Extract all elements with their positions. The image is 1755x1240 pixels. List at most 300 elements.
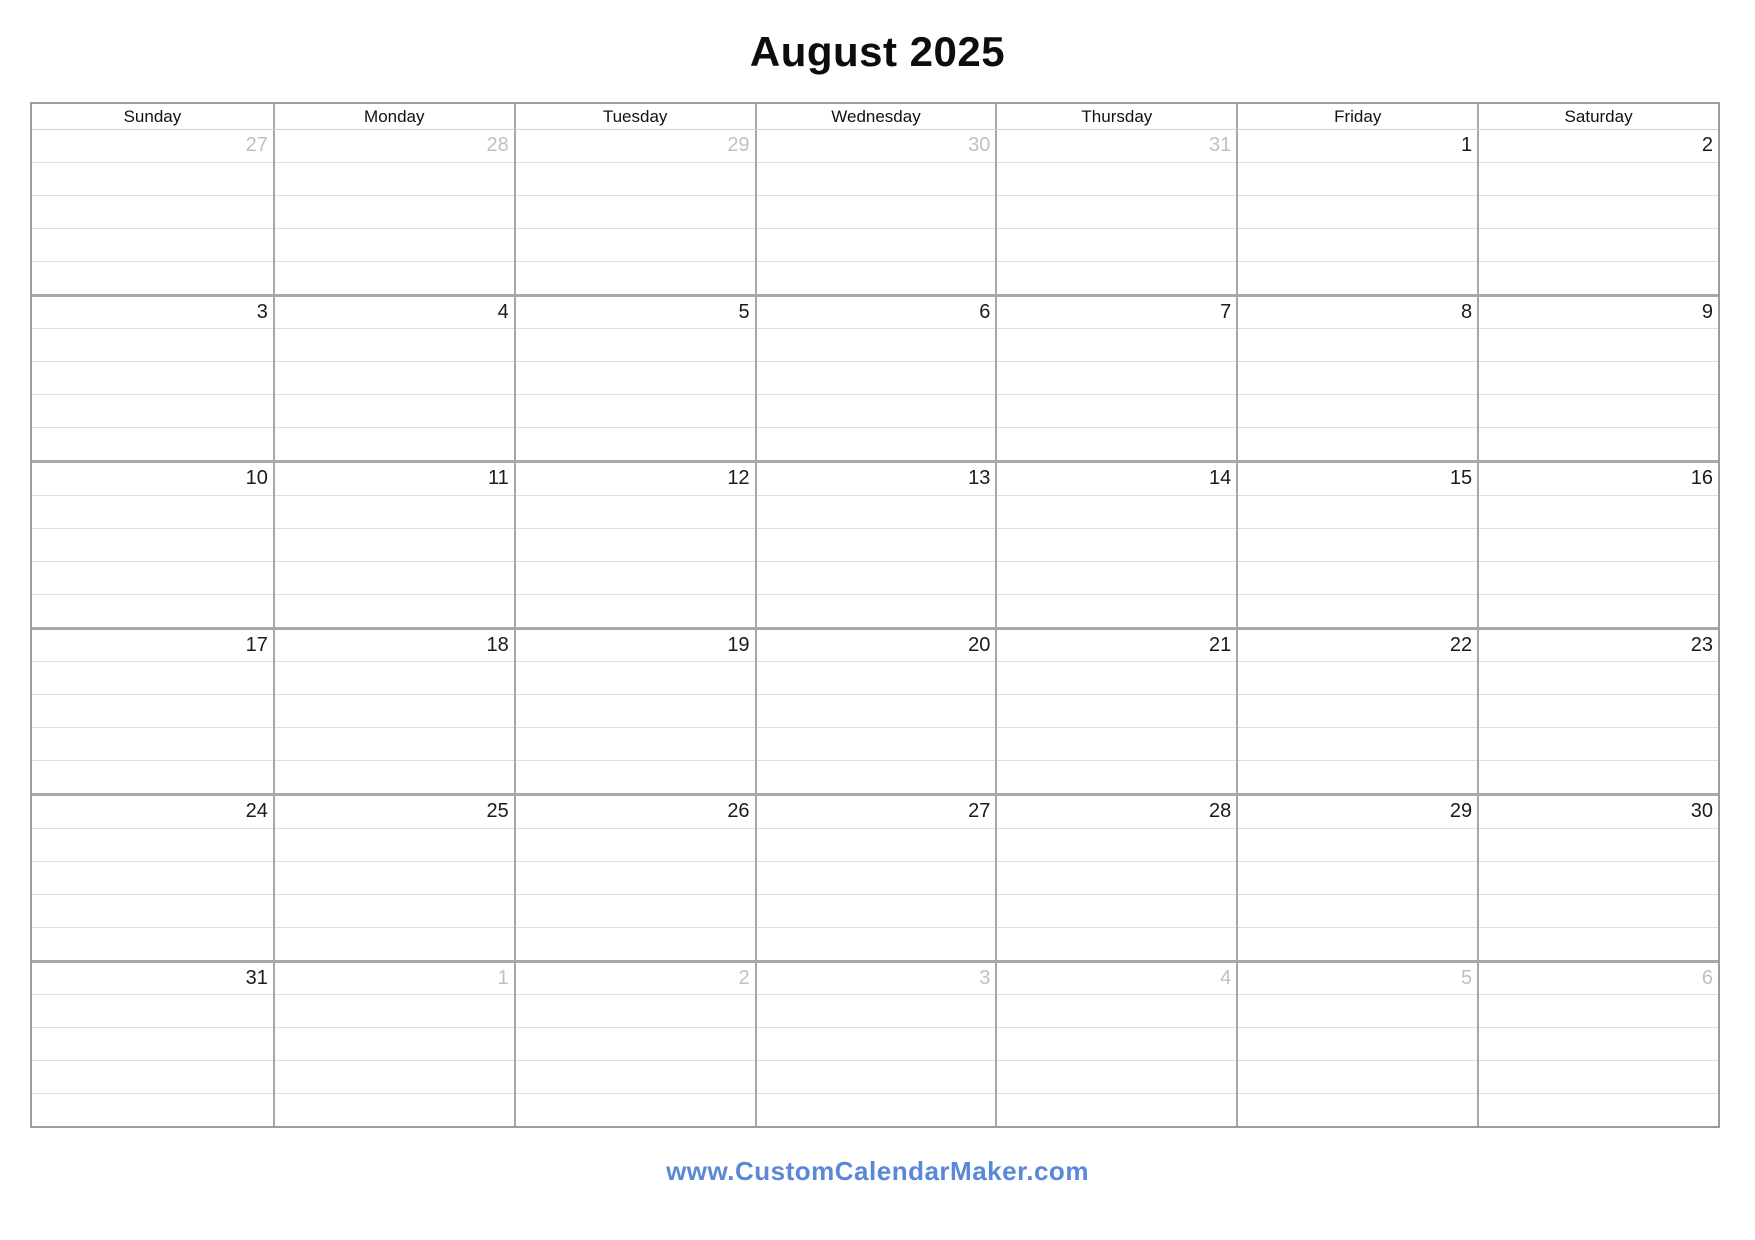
date-number: 10 — [245, 467, 268, 490]
ruled-line — [997, 661, 1236, 694]
ruled-line — [757, 495, 996, 528]
date-number: 23 — [1690, 633, 1713, 656]
day-cell — [755, 963, 996, 1127]
ruled-line — [757, 328, 996, 361]
ruled-line — [997, 495, 1236, 528]
day-cell — [1236, 796, 1477, 960]
ruled-line — [997, 1093, 1236, 1126]
ruled-line — [1479, 894, 1718, 927]
ruled-line — [997, 727, 1236, 760]
ruled-line — [1238, 162, 1477, 195]
week-row — [32, 460, 1718, 627]
ruled-line — [32, 261, 273, 294]
date-number: 19 — [727, 633, 750, 656]
ruled-line — [1238, 261, 1477, 294]
day-cell — [273, 963, 514, 1127]
ruled-line — [757, 894, 996, 927]
date-line — [275, 130, 514, 162]
ruled-line — [997, 427, 1236, 460]
date-line — [1479, 963, 1718, 995]
ruled-line — [1479, 228, 1718, 261]
ruled-line — [757, 828, 996, 861]
date-number: 9 — [1701, 300, 1713, 323]
date-number: 11 — [487, 467, 509, 490]
day-cell — [995, 297, 1236, 461]
date-number: 3 — [256, 300, 268, 323]
ruled-line — [757, 1027, 996, 1060]
calendar-grid — [30, 102, 1720, 1128]
day-cell — [514, 630, 755, 794]
ruled-line — [1238, 1027, 1477, 1060]
date-number: 20 — [968, 633, 991, 656]
ruled-line — [32, 727, 273, 760]
day-cell — [1477, 963, 1718, 1127]
ruled-line — [275, 162, 514, 195]
date-number: 6 — [979, 300, 991, 323]
date-number: 7 — [1220, 300, 1232, 323]
day-cell — [755, 463, 996, 627]
day-cell — [1236, 963, 1477, 1127]
ruled-line — [757, 861, 996, 894]
ruled-line — [997, 1027, 1236, 1060]
date-line — [1479, 130, 1718, 162]
ruled-line — [1479, 861, 1718, 894]
week-row — [32, 294, 1718, 461]
date-number: 21 — [1209, 633, 1232, 656]
date-number: 30 — [968, 134, 991, 157]
date-line — [32, 297, 273, 329]
date-line — [997, 630, 1236, 662]
day-cell — [273, 297, 514, 461]
ruled-line — [997, 894, 1236, 927]
ruled-line — [1238, 727, 1477, 760]
day-cell — [755, 796, 996, 960]
date-line — [1238, 630, 1477, 662]
ruled-line — [1479, 427, 1718, 460]
ruled-line — [275, 760, 514, 793]
ruled-line — [1238, 1093, 1477, 1126]
day-cell — [1477, 297, 1718, 461]
ruled-line — [1238, 328, 1477, 361]
ruled-line — [1479, 927, 1718, 960]
date-line — [757, 463, 996, 495]
date-number: 28 — [486, 134, 509, 157]
ruled-line — [32, 1060, 273, 1093]
ruled-line — [757, 1060, 996, 1093]
ruled-line — [1479, 261, 1718, 294]
ruled-line — [516, 1027, 755, 1060]
ruled-line — [757, 195, 996, 228]
date-line — [1238, 463, 1477, 495]
ruled-line — [997, 994, 1236, 1027]
date-number: 27 — [245, 134, 268, 157]
date-number: 5 — [738, 300, 750, 323]
date-line — [1238, 796, 1477, 828]
ruled-line — [1479, 1093, 1718, 1126]
ruled-line — [757, 528, 996, 561]
ruled-line — [32, 427, 273, 460]
week-row — [32, 793, 1718, 960]
day-cell — [273, 796, 514, 960]
date-line — [32, 130, 273, 162]
day-header: Wednesday — [755, 104, 996, 129]
ruled-line — [1238, 994, 1477, 1027]
ruled-line — [1238, 195, 1477, 228]
day-cell — [1236, 297, 1477, 461]
ruled-line — [32, 495, 273, 528]
ruled-line — [997, 760, 1236, 793]
ruled-line — [997, 828, 1236, 861]
date-line — [997, 297, 1236, 329]
day-header: Thursday — [995, 104, 1236, 129]
date-number: 13 — [968, 467, 991, 490]
day-cell — [1236, 130, 1477, 294]
date-number: 29 — [1449, 800, 1473, 823]
date-line — [757, 630, 996, 662]
ruled-line — [757, 394, 996, 427]
ruled-line — [1238, 427, 1477, 460]
day-cell — [755, 630, 996, 794]
ruled-line — [275, 361, 514, 394]
ruled-line — [997, 162, 1236, 195]
ruled-line — [1479, 1060, 1718, 1093]
ruled-line — [757, 661, 996, 694]
date-number: 31 — [1209, 134, 1232, 157]
date-line — [757, 130, 996, 162]
ruled-line — [516, 261, 755, 294]
day-cell — [514, 796, 755, 960]
day-cell — [995, 630, 1236, 794]
week-row — [32, 130, 1718, 294]
ruled-line — [516, 861, 755, 894]
ruled-line — [275, 195, 514, 228]
ruled-line — [1479, 328, 1718, 361]
ruled-line — [275, 228, 514, 261]
date-number: 29 — [727, 134, 750, 157]
ruled-line — [1479, 727, 1718, 760]
ruled-line — [32, 195, 273, 228]
day-cell — [995, 130, 1236, 294]
ruled-line — [757, 1093, 996, 1126]
ruled-line — [275, 927, 514, 960]
ruled-line — [516, 760, 755, 793]
ruled-line — [1238, 694, 1477, 727]
ruled-line — [32, 228, 273, 261]
ruled-line — [757, 427, 996, 460]
date-line — [32, 630, 273, 662]
ruled-line — [757, 994, 996, 1027]
date-line — [1479, 796, 1718, 828]
ruled-line — [516, 1060, 755, 1093]
date-line — [997, 796, 1236, 828]
date-line — [516, 297, 755, 329]
ruled-line — [997, 594, 1236, 627]
ruled-line — [275, 495, 514, 528]
ruled-line — [1479, 828, 1718, 861]
date-line — [275, 630, 514, 662]
date-line — [1238, 297, 1477, 329]
date-number: 2 — [1701, 134, 1713, 157]
date-number: 30 — [1690, 800, 1713, 823]
date-number: 4 — [497, 300, 509, 323]
ruled-line — [516, 328, 755, 361]
date-line — [516, 796, 755, 828]
ruled-line — [32, 894, 273, 927]
ruled-line — [32, 1027, 273, 1060]
ruled-line — [1238, 894, 1477, 927]
ruled-line — [1238, 528, 1477, 561]
date-number: 26 — [727, 800, 750, 823]
ruled-line — [1238, 861, 1477, 894]
day-cell — [995, 463, 1236, 627]
ruled-line — [1479, 1027, 1718, 1060]
date-line — [32, 463, 273, 495]
date-line — [997, 963, 1236, 995]
ruled-line — [757, 694, 996, 727]
ruled-line — [275, 594, 514, 627]
ruled-line — [275, 328, 514, 361]
date-number: 31 — [245, 966, 268, 989]
day-cell — [514, 130, 755, 294]
day-header: Monday — [273, 104, 514, 129]
footer-link[interactable]: www.CustomCalendarMaker.com — [666, 1156, 1089, 1186]
day-cell — [1477, 463, 1718, 627]
ruled-line — [275, 394, 514, 427]
day-cell — [32, 796, 273, 960]
date-line — [997, 463, 1236, 495]
day-cell — [1477, 796, 1718, 960]
ruled-line — [997, 228, 1236, 261]
ruled-line — [275, 828, 514, 861]
ruled-line — [1479, 561, 1718, 594]
date-number: 18 — [486, 633, 509, 656]
ruled-line — [32, 861, 273, 894]
date-line — [1479, 630, 1718, 662]
ruled-line — [516, 228, 755, 261]
ruled-line — [32, 828, 273, 861]
ruled-line — [516, 927, 755, 960]
ruled-line — [757, 228, 996, 261]
date-line — [1479, 463, 1718, 495]
date-line — [516, 963, 755, 995]
date-line — [516, 630, 755, 662]
day-cell — [995, 796, 1236, 960]
day-cell — [755, 297, 996, 461]
ruled-line — [516, 661, 755, 694]
ruled-line — [32, 394, 273, 427]
day-cell — [32, 463, 273, 627]
ruled-line — [1238, 927, 1477, 960]
day-header: Sunday — [123, 106, 182, 126]
ruled-line — [997, 694, 1236, 727]
date-number: 17 — [245, 633, 268, 656]
day-cell — [1236, 463, 1477, 627]
ruled-line — [516, 394, 755, 427]
ruled-line — [997, 561, 1236, 594]
date-number: 8 — [1461, 300, 1473, 323]
ruled-line — [275, 727, 514, 760]
ruled-line — [275, 694, 514, 727]
date-number: 1 — [497, 966, 509, 989]
ruled-line — [997, 528, 1236, 561]
ruled-line — [757, 561, 996, 594]
date-line — [516, 130, 755, 162]
ruled-line — [1238, 495, 1477, 528]
date-line — [32, 796, 273, 828]
day-cell — [514, 963, 755, 1127]
ruled-line — [997, 394, 1236, 427]
date-line — [275, 796, 514, 828]
ruled-line — [516, 361, 755, 394]
ruled-line — [997, 927, 1236, 960]
ruled-line — [1479, 760, 1718, 793]
ruled-line — [32, 994, 273, 1027]
ruled-line — [1479, 528, 1718, 561]
ruled-line — [757, 162, 996, 195]
ruled-line — [32, 760, 273, 793]
ruled-line — [997, 195, 1236, 228]
ruled-line — [1238, 828, 1477, 861]
date-number: 25 — [486, 800, 509, 823]
ruled-line — [1238, 561, 1477, 594]
ruled-line — [1479, 661, 1718, 694]
day-cell — [32, 630, 273, 794]
ruled-line — [275, 661, 514, 694]
day-header: Tuesday — [514, 104, 755, 129]
day-cell — [273, 463, 514, 627]
ruled-line — [516, 828, 755, 861]
ruled-line — [1479, 994, 1718, 1027]
ruled-line — [275, 427, 514, 460]
date-line — [275, 963, 514, 995]
ruled-line — [1238, 394, 1477, 427]
day-cell — [32, 297, 273, 461]
date-number: 4 — [1220, 966, 1232, 989]
date-number: 22 — [1449, 633, 1473, 656]
ruled-line — [1479, 495, 1718, 528]
ruled-line — [1238, 228, 1477, 261]
week-row — [32, 960, 1718, 1127]
week-row — [32, 627, 1718, 794]
day-cell — [1477, 630, 1718, 794]
date-number: 2 — [738, 966, 750, 989]
ruled-line — [1479, 694, 1718, 727]
page-title: August 2025 — [749, 28, 1006, 75]
date-number: 12 — [727, 467, 750, 490]
date-line — [997, 130, 1236, 162]
ruled-line — [32, 162, 273, 195]
date-line — [275, 297, 514, 329]
date-number: 3 — [979, 966, 991, 989]
ruled-line — [275, 528, 514, 561]
ruled-line — [1479, 162, 1718, 195]
ruled-line — [275, 994, 514, 1027]
date-line — [275, 463, 514, 495]
date-line — [757, 963, 996, 995]
date-line — [757, 297, 996, 329]
ruled-line — [1479, 394, 1718, 427]
ruled-line — [32, 361, 273, 394]
ruled-line — [1238, 1060, 1477, 1093]
ruled-line — [32, 528, 273, 561]
day-cell — [755, 130, 996, 294]
ruled-line — [1479, 594, 1718, 627]
ruled-line — [32, 561, 273, 594]
ruled-line — [1479, 195, 1718, 228]
day-header: Saturday — [1477, 104, 1718, 129]
date-number: 16 — [1690, 467, 1713, 490]
ruled-line — [275, 861, 514, 894]
ruled-line — [757, 361, 996, 394]
ruled-line — [516, 594, 755, 627]
ruled-line — [997, 361, 1236, 394]
ruled-line — [275, 1060, 514, 1093]
ruled-line — [275, 894, 514, 927]
ruled-line — [757, 927, 996, 960]
ruled-line — [997, 861, 1236, 894]
ruled-line — [275, 561, 514, 594]
day-header: Friday — [1236, 104, 1477, 129]
weekday-header-row — [32, 104, 1718, 130]
ruled-line — [516, 994, 755, 1027]
ruled-line — [757, 727, 996, 760]
ruled-line — [275, 1093, 514, 1126]
date-number: 15 — [1449, 467, 1473, 490]
ruled-line — [32, 328, 273, 361]
date-line — [1238, 963, 1477, 995]
ruled-line — [1238, 661, 1477, 694]
date-number: 5 — [1461, 966, 1473, 989]
ruled-line — [516, 162, 755, 195]
ruled-line — [32, 594, 273, 627]
ruled-line — [997, 261, 1236, 294]
ruled-line — [516, 528, 755, 561]
ruled-line — [757, 760, 996, 793]
ruled-line — [516, 727, 755, 760]
ruled-line — [516, 495, 755, 528]
ruled-line — [757, 261, 996, 294]
ruled-line — [997, 1060, 1236, 1093]
ruled-line — [516, 195, 755, 228]
ruled-line — [275, 1027, 514, 1060]
date-number: 28 — [1209, 800, 1232, 823]
date-number: 6 — [1701, 966, 1713, 989]
date-number: 1 — [1461, 134, 1473, 157]
day-cell — [1477, 130, 1718, 294]
ruled-line — [757, 594, 996, 627]
ruled-line — [516, 894, 755, 927]
date-line — [1238, 130, 1477, 162]
ruled-line — [1238, 361, 1477, 394]
ruled-line — [516, 694, 755, 727]
day-cell — [514, 463, 755, 627]
ruled-line — [516, 1093, 755, 1126]
ruled-line — [32, 694, 273, 727]
day-cell — [514, 297, 755, 461]
date-number: 27 — [968, 800, 991, 823]
ruled-line — [32, 1093, 273, 1126]
ruled-line — [32, 927, 273, 960]
date-line — [1479, 297, 1718, 329]
day-cell — [995, 963, 1236, 1127]
day-cell — [1236, 630, 1477, 794]
date-line — [757, 796, 996, 828]
date-line — [516, 463, 755, 495]
ruled-line — [275, 261, 514, 294]
ruled-line — [1238, 594, 1477, 627]
ruled-line — [516, 561, 755, 594]
ruled-line — [516, 427, 755, 460]
